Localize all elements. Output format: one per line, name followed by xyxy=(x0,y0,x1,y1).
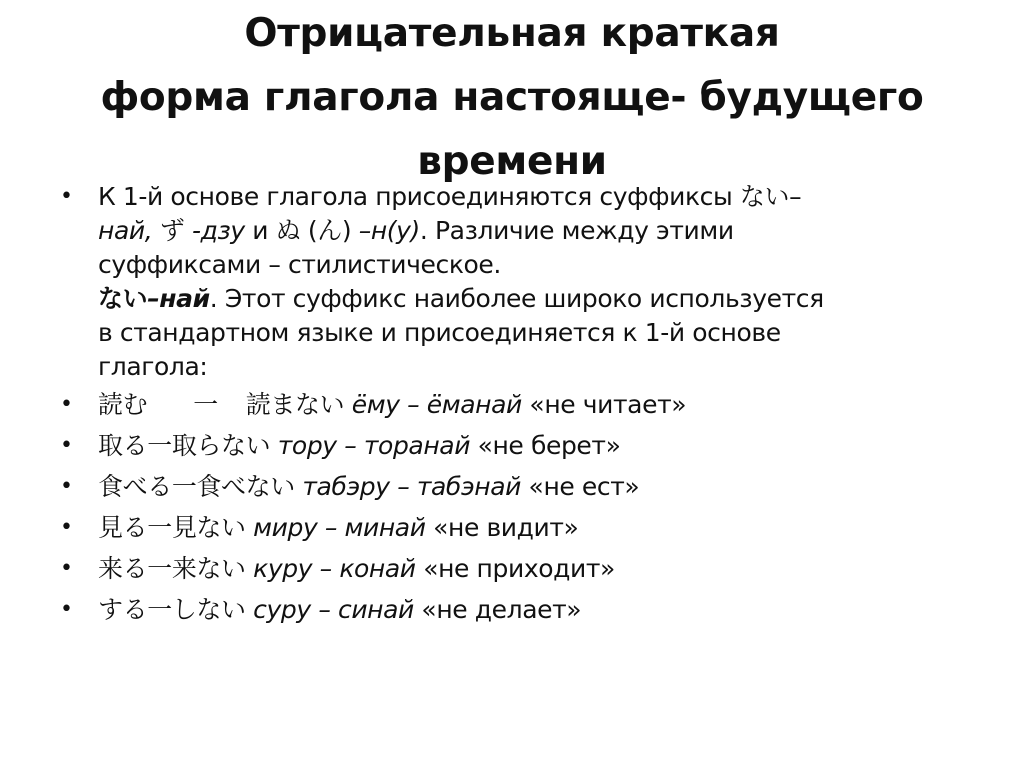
meaning: «не читает» xyxy=(529,390,687,419)
intro-line-2 xyxy=(98,214,960,248)
verb-dictionary-form: 見る xyxy=(98,513,148,542)
meaning: «не ест» xyxy=(528,472,640,501)
n-kana: ん xyxy=(317,216,342,245)
intro-line-5: в стандартном языке и присоединяется к 1-й основе xyxy=(98,318,781,347)
intro-line-3: суффиксами – стилистическое. xyxy=(98,250,501,279)
title-line-2: форма глагола настояще- будущего xyxy=(100,75,924,120)
example-item xyxy=(60,388,960,422)
zu-kana: ず xyxy=(152,216,185,245)
example-item xyxy=(60,511,960,545)
verb-negative-form: 来ない xyxy=(171,554,246,583)
separator: 一 xyxy=(147,595,172,624)
nai-romaji-bold: –най xyxy=(147,284,210,313)
meaning: «не видит» xyxy=(433,513,579,542)
intro-text-4: . Этот суффикс наиболее широко используется xyxy=(209,284,824,313)
separator: 一 xyxy=(147,513,172,542)
romaji: ёму – ёманай xyxy=(351,390,522,419)
nai-kana: ない xyxy=(739,182,790,211)
example-item xyxy=(60,470,960,504)
bullet-dot: • xyxy=(60,597,73,622)
nai-kana-bold: ない xyxy=(98,284,148,313)
dash: – xyxy=(789,182,802,211)
bullet-dot: • xyxy=(60,184,73,209)
bullet-dot: • xyxy=(60,474,73,499)
bullet-dot: • xyxy=(60,433,73,458)
intro-line-6: глагола: xyxy=(98,352,208,381)
verb-dictionary-form: 来る xyxy=(98,554,148,583)
title-line-1: Отрицательная краткая xyxy=(244,11,780,56)
bullet-dot: • xyxy=(60,515,73,540)
romaji: суру – синай xyxy=(253,595,414,624)
meaning: «не берет» xyxy=(477,431,621,460)
verb-dictionary-form: 食べる xyxy=(98,472,172,501)
nu-kana: ぬ xyxy=(275,216,301,245)
intro-text-2: . Различие между этими xyxy=(419,216,734,245)
separator: 一 xyxy=(147,431,172,460)
example-item xyxy=(60,552,960,586)
slide-title xyxy=(60,2,964,194)
intro-line-1 xyxy=(98,180,960,214)
title-line-3: времени xyxy=(417,139,607,184)
meaning: «не приходит» xyxy=(423,554,615,583)
verb-negative-form: しない xyxy=(171,595,246,624)
and-word: и xyxy=(244,216,276,245)
verb-dictionary-form: 取る xyxy=(98,431,148,460)
dzu-romaji: -дзу xyxy=(184,216,245,245)
bullet-dot: • xyxy=(60,392,73,417)
verb-negative-form: 取らない xyxy=(171,431,271,460)
romaji: табэру – табэнай xyxy=(302,472,521,501)
intro-line-4 xyxy=(98,282,960,316)
verb-dictionary-form: 読む xyxy=(98,390,148,419)
example-item xyxy=(60,429,960,463)
separator: 一 xyxy=(147,554,172,583)
paren-open: ( xyxy=(300,216,318,245)
example-item xyxy=(60,593,960,627)
paren-close: ) xyxy=(341,216,352,245)
separator: 一 xyxy=(171,472,197,501)
romaji: миру – минай xyxy=(253,513,426,542)
romaji: куру – конай xyxy=(253,554,416,583)
slide-body xyxy=(60,180,960,634)
intro-bullet xyxy=(60,180,960,384)
verb-negative-form: 見ない xyxy=(171,513,246,542)
meaning: «не делает» xyxy=(421,595,582,624)
separator: 一 xyxy=(193,390,218,419)
intro-text: К 1-й основе глагола присоединяются суффиксы xyxy=(98,182,740,211)
nai-romaji: най, xyxy=(98,216,153,245)
ny-romaji: –н(у) xyxy=(351,216,420,245)
verb-dictionary-form: する xyxy=(98,595,148,624)
romaji: тору – торанай xyxy=(277,431,471,460)
bullet-dot: • xyxy=(60,556,73,581)
verb-negative-form: 食べない xyxy=(196,472,295,501)
verb-negative-form: 読まない xyxy=(245,390,345,419)
